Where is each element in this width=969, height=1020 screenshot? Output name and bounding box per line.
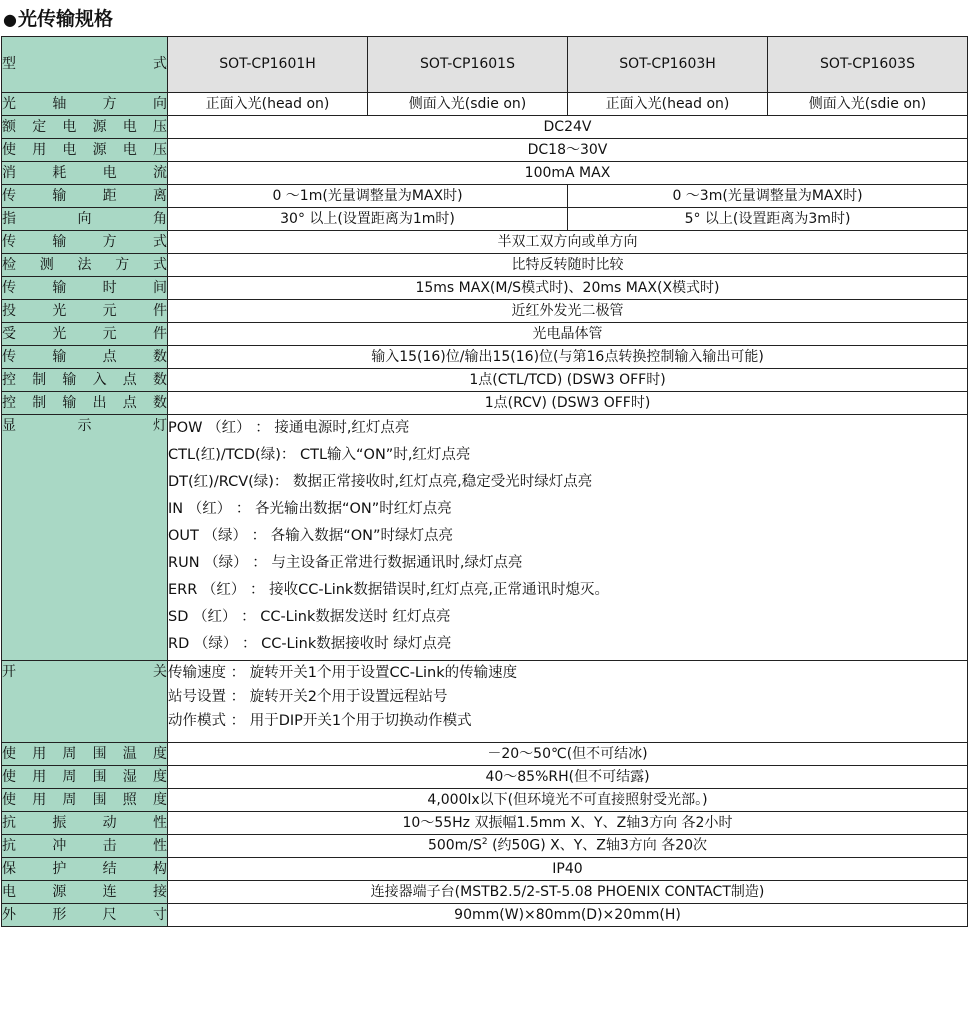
label-chars [2,769,167,786]
label-power-connection [2,881,168,904]
label-char: 抗 [2,837,16,854]
label-char: 轴 [52,95,67,112]
cell-emitter: 近红外发光二极管 [168,300,968,323]
list-item: OUT （绿） ： 各输入数据“ON”时绿灯点亮 [168,528,453,544]
row-rated-voltage [2,116,968,139]
list-item: DT(红)/RCV(绿)： 数据正常接收时,红灯点亮,稳定受光时绿灯点亮 [168,474,593,490]
label-chars [2,746,167,763]
cell-control-output: 1点(RCV) (DSW3 OFF时) [168,392,968,415]
label-char: 距 [102,187,117,204]
label-char: 用 [32,791,47,808]
cell-points: 输入15(16)位/输出15(16)位(与第16点转换控制输入输出可能) [168,346,968,369]
label-char: 传 [2,233,16,250]
model-1: SOT-CP1601H [168,37,368,93]
cell-humidity: 40～85%RH(但不可结露) [168,766,968,789]
cell-illuminance: 4,000lx以下(但环境光不可直接照射受光部。) [168,789,968,812]
cell-voltage-range: DC18～30V [168,139,968,162]
cell-detection: 比特反转随时比较 [168,254,968,277]
label-char: 源 [92,141,107,158]
label-char: 电 [122,118,137,135]
label-char: 开 [2,664,16,680]
cell-optical-axis-1: 正面入光(head on) [168,93,368,116]
page-title-text: 光传输规格 [17,8,113,30]
label-char: 湿 [122,768,137,785]
row-detection [2,254,968,277]
label-char: 光 [52,325,67,342]
label-char: 型 [2,56,16,73]
row-distance [2,185,968,208]
label-char: 间 [152,279,167,296]
label-char: 使 [2,745,16,762]
label-char: 显 [2,418,16,434]
label-rated-voltage [2,116,168,139]
label-humidity [2,766,168,789]
cell-shock [168,835,968,858]
bullet-icon: ● [3,10,17,29]
label-char: 点 [122,371,137,388]
label-char: 输 [52,187,67,204]
label-chars [2,257,167,274]
label-char: 式 [153,256,167,273]
label-chars [2,142,167,159]
label-current [2,162,168,185]
label-char: 输 [62,394,77,411]
row-optical-axis [2,93,968,116]
cell-power-connection: 连接器端子台(MSTB2.5/2-ST-5.08 PHOENIX CONTACT制造) [168,881,968,904]
label-char: 法 [77,256,92,273]
list-item: IN （红） ： 各光输出数据“ON”时红灯点亮 [168,501,452,517]
cell-angle-1: 30° 以上(设置距离为1m时) [168,208,568,231]
label-char: 围 [92,768,107,785]
label-char: 源 [52,883,67,900]
label-char: 接 [152,883,167,900]
label-char: 制 [32,371,47,388]
label-char: 抗 [2,814,16,831]
cell-optical-axis-2: 侧面入光(sdie on) [368,93,568,116]
label-char: 光 [2,95,16,112]
row-temperature [2,743,968,766]
label-char: 围 [92,745,107,762]
list-item: CTL(红)/TCD(绿)： CTL输入“ON”时,红灯点亮 [168,447,471,463]
label-char: 式 [153,56,167,73]
label-char: 数 [152,371,167,388]
label-char: 外 [2,906,16,923]
label-angle [2,208,168,231]
label-char: 输 [52,348,67,365]
label-char: 度 [152,768,167,785]
label-char: 寸 [152,906,167,923]
list-item: SD （红） ： CC-Link数据发送时 红灯点亮 [168,609,451,625]
label-char: 使 [2,768,16,785]
label-char: 电 [62,141,77,158]
label-vibration [2,812,168,835]
label-control-input [2,369,168,392]
label-points [2,346,168,369]
row-shock [2,835,968,858]
label-char: 周 [62,745,77,762]
label-switch [2,661,168,743]
label-char: 检 [2,256,16,273]
label-char: 护 [52,860,67,877]
label-illuminance [2,789,168,812]
label-shock [2,835,168,858]
cell-distance-1: 0 ～1m(光量调整量为MAX时) [168,185,568,208]
label-char: 使 [2,791,16,808]
label-chars [2,56,167,73]
label-char: 件 [152,302,167,319]
label-char: 向 [77,210,92,227]
label-char: 点 [122,394,137,411]
label-char: 动 [102,814,117,831]
label-char: 压 [152,118,167,135]
label-chars [2,303,167,320]
spec-table [1,36,968,927]
row-current [2,162,968,185]
list-item: ERR （红） ： 接收CC-Link数据错误时,红灯点亮,正常通讯时熄灭。 [168,582,610,598]
row-receiver [2,323,968,346]
row-points [2,346,968,369]
label-char: 输 [52,233,67,250]
label-chars [2,349,167,366]
label-chars [2,280,167,297]
cell-angle-2: 5° 以上(设置距离为3m时) [568,208,968,231]
label-char: 保 [2,860,16,877]
label-char: 入 [92,371,107,388]
list-item: 传输速度 ： 旋转开关1个用于设置CC-Link的传输速度 [168,665,518,681]
cell-dimensions: 90mm(W)×80mm(D)×20mm(H) [168,904,968,927]
cell-temperature: －20～50℃(但不可结冰) [168,743,968,766]
row-control-output [2,392,968,415]
label-receiver [2,323,168,346]
label-chars [2,372,167,389]
label-chars [2,96,167,113]
row-switch [2,661,968,743]
label-chars [2,418,167,435]
label-temperature [2,743,168,766]
row-dimensions [2,904,968,927]
cell-vibration: 10～55Hz 双振幅1.5mm X、Y、Z轴3方向 各2小时 [168,812,968,835]
label-char: 输 [52,279,67,296]
label-control-output [2,392,168,415]
cell-protection: IP40 [168,858,968,881]
list-item: 动作模式 ： 用于DIP开关1个用于切换动作模式 [168,713,472,729]
label-char: 连 [102,883,117,900]
label-char: 耗 [52,164,67,181]
page-title [3,2,113,36]
label-char: 消 [2,164,16,181]
label-char: 温 [122,745,137,762]
label-chars [2,326,167,343]
label-optical-axis [2,93,168,116]
label-chars [2,119,167,136]
label-char: 方 [102,95,117,112]
label-chars [2,211,167,228]
label-char: 件 [152,325,167,342]
label-char: 元 [102,302,117,319]
cell-optical-axis-3: 正面入光(head on) [568,93,768,116]
label-chars [2,664,167,681]
label-char: 性 [152,814,167,831]
label-char: 示 [77,418,92,434]
row-emitter [2,300,968,323]
row-illuminance [2,789,968,812]
cell-transmission-time: 15ms MAX(M/S模式时)、20ms MAX(X模式时) [168,277,968,300]
label-char: 振 [52,814,67,831]
label-char: 制 [32,394,47,411]
label-char: 受 [2,325,16,342]
cell-switch [168,661,968,743]
label-char: 控 [2,394,16,411]
label-char: 数 [152,394,167,411]
label-char: 压 [152,141,167,158]
model-2: SOT-CP1601S [368,37,568,93]
label-char: 形 [52,906,67,923]
list-item: POW （红） ： 接通电源时,红灯点亮 [168,420,410,436]
label-detection [2,254,168,277]
label-voltage-range [2,139,168,162]
label-char: 传 [2,348,16,365]
label-dimensions [2,904,168,927]
row-transmission-mode [2,231,968,254]
label-chars [2,792,167,809]
shock-value-post: (约50G) X、Y、Z轴3方向 各20次 [487,837,708,854]
label-chars [2,395,167,412]
label-transmission-time [2,277,168,300]
label-char: 周 [62,791,77,808]
row-humidity [2,766,968,789]
label-char: 击 [102,837,117,854]
header-row [2,37,968,93]
label-char: 测 [39,256,54,273]
label-char: 流 [152,164,167,181]
label-chars [2,884,167,901]
label-char: 用 [32,745,47,762]
label-char: 离 [152,187,167,204]
label-char: 出 [92,394,107,411]
label-char: 方 [102,233,117,250]
label-char: 灯 [153,418,167,434]
label-chars [2,907,167,924]
label-char: 度 [152,745,167,762]
list-item: RUN （绿） ： 与主设备正常进行数据通讯时,绿灯点亮 [168,555,523,571]
label-char: 电 [122,141,137,158]
label-display-lamps [2,415,168,661]
row-voltage-range [2,139,968,162]
label-char: 点 [102,348,117,365]
label-char: 性 [152,837,167,854]
model-3: SOT-CP1603H [568,37,768,93]
label-char: 传 [2,187,16,204]
label-chars [2,234,167,251]
row-vibration [2,812,968,835]
label-emitter [2,300,168,323]
label-char: 关 [153,664,167,680]
list-item: RD （绿） ： CC-Link数据接收时 绿灯点亮 [168,636,452,652]
label-char: 角 [153,210,167,227]
cell-control-input: 1点(CTL/TCD) (DSW3 OFF时) [168,369,968,392]
label-chars [2,815,167,832]
label-char: 电 [102,164,117,181]
label-char: 构 [152,860,167,877]
label-char: 照 [122,791,137,808]
cell-rated-voltage: DC24V [168,116,968,139]
label-char: 源 [92,118,107,135]
row-angle [2,208,968,231]
cell-receiver: 光电晶体管 [168,323,968,346]
label-char: 方 [115,256,130,273]
label-chars [2,165,167,182]
label-char: 度 [152,791,167,808]
label-char: 输 [62,371,77,388]
label-char: 指 [2,210,16,227]
shock-value-sup: 2 [481,837,488,848]
label-char: 电 [62,118,77,135]
shock-value-pre: 500m/S [427,837,482,854]
row-control-input [2,369,968,392]
label-char: 尺 [102,906,117,923]
cell-distance-2: 0 ～3m(光量调整量为MAX时) [568,185,968,208]
label-char: 结 [102,860,117,877]
cell-optical-axis-4: 侧面入光(sdie on) [768,93,968,116]
label-char: 光 [52,302,67,319]
label-transmission-mode [2,231,168,254]
label-char: 额 [2,118,16,135]
label-char: 数 [152,348,167,365]
label-model [2,37,168,93]
row-display-lamps [2,415,968,661]
label-char: 周 [62,768,77,785]
label-chars [2,861,167,878]
row-protection [2,858,968,881]
label-char: 电 [2,883,16,900]
row-transmission-time [2,277,968,300]
label-char: 使 [2,141,16,158]
label-char: 传 [2,279,16,296]
label-protection [2,858,168,881]
label-chars [2,838,167,855]
label-char: 冲 [52,837,67,854]
label-distance [2,185,168,208]
label-char: 投 [2,302,16,319]
label-char: 围 [92,791,107,808]
model-4: SOT-CP1603S [768,37,968,93]
cell-display-lamps [168,415,968,661]
cell-transmission-mode: 半双工双方向或单方向 [168,231,968,254]
label-char: 用 [32,768,47,785]
cell-current: 100mA MAX [168,162,968,185]
list-item: 站号设置 ： 旋转开关2个用于设置远程站号 [168,689,448,705]
label-char: 式 [152,233,167,250]
row-power-connection [2,881,968,904]
label-char: 元 [102,325,117,342]
label-char: 向 [152,95,167,112]
label-char: 控 [2,371,16,388]
label-char: 用 [32,141,47,158]
label-char: 定 [32,118,47,135]
label-char: 时 [102,279,117,296]
label-chars [2,188,167,205]
